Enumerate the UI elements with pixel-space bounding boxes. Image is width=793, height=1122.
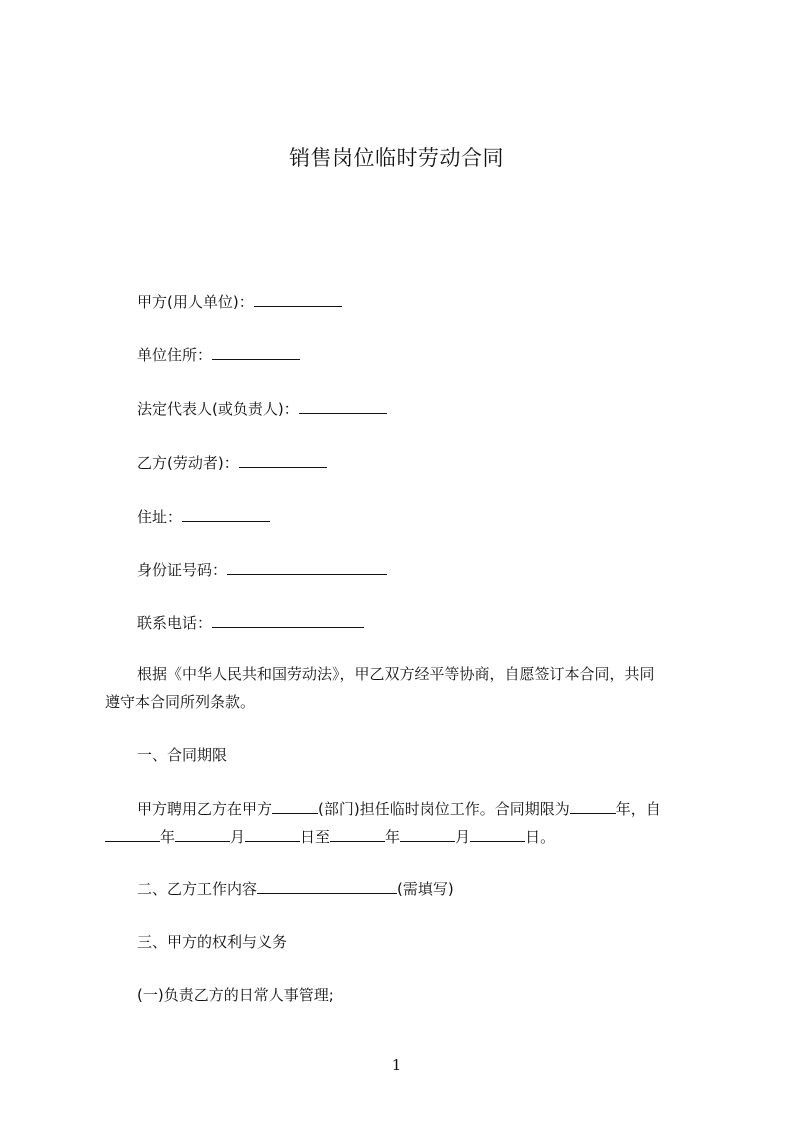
intro-paragraph-line2: 遵守本合同所列条款。 (105, 693, 256, 711)
id-number-blank[interactable] (227, 559, 387, 575)
start-day-blank[interactable] (245, 826, 300, 842)
id-number-label: 身份证号码： (137, 561, 228, 579)
residence-blank[interactable] (182, 506, 270, 522)
section2-note: (需填写) (397, 880, 454, 898)
residence-label: 住址： (137, 508, 183, 526)
section1-line2 (105, 826, 555, 847)
term-years-blank[interactable] (570, 798, 616, 814)
page-number: 1 (391, 1056, 402, 1074)
end-year-blank[interactable] (330, 826, 385, 842)
section3-item1: (一)负责乙方的日常人事管理; (137, 986, 334, 1004)
month-label: 月 (230, 828, 246, 846)
intro-paragraph-line1: 根据《中华人民共和国劳动法》，甲乙双方经平等协商，自愿签订本合同，共同 (137, 665, 655, 683)
address-line (137, 344, 300, 365)
start-year-blank[interactable] (105, 826, 160, 842)
party-a-line (137, 291, 342, 312)
section1-line1 (137, 798, 661, 819)
day-end-label: 日。 (525, 828, 556, 846)
legal-rep-label: 法定代表人(或负责人)： (137, 400, 299, 418)
id-number-line (137, 559, 387, 580)
section1-text-a: 甲方聘用乙方在甲方 (137, 800, 273, 818)
party-a-blank[interactable] (254, 291, 342, 307)
section2-line (137, 878, 454, 899)
section2-heading: 二、乙方工作内容 (137, 880, 258, 898)
party-a-label: 甲方(用人单位)： (137, 293, 254, 311)
party-b-line (137, 452, 327, 473)
party-b-label: 乙方(劳动者)： (137, 454, 239, 472)
phone-label: 联系电话： (137, 614, 213, 632)
day-to-label: 日至 (300, 828, 331, 846)
contract-title: 销售岗位临时劳动合同 (289, 146, 504, 170)
legal-rep-blank[interactable] (299, 398, 387, 414)
month-label-2: 月 (455, 828, 471, 846)
legal-rep-line (137, 398, 387, 419)
address-blank[interactable] (212, 344, 300, 360)
end-month-blank[interactable] (400, 826, 455, 842)
end-day-blank[interactable] (470, 826, 525, 842)
section1-text-c: 年，自 (615, 800, 661, 818)
start-month-blank[interactable] (175, 826, 230, 842)
work-content-blank[interactable] (257, 878, 397, 894)
year-label: 年 (160, 828, 176, 846)
section1-heading: 一、合同期限 (137, 746, 228, 764)
phone-blank[interactable] (212, 612, 364, 628)
section1-text-b: (部门)担任临时岗位工作。合同期限为 (318, 800, 570, 818)
department-blank[interactable] (272, 798, 318, 814)
address-label: 单位住所： (137, 346, 213, 364)
phone-line (137, 612, 364, 633)
section3-heading: 三、甲方的权利与义务 (137, 933, 288, 951)
year-label-2: 年 (385, 828, 401, 846)
party-b-blank[interactable] (239, 452, 327, 468)
residence-line (137, 506, 270, 527)
